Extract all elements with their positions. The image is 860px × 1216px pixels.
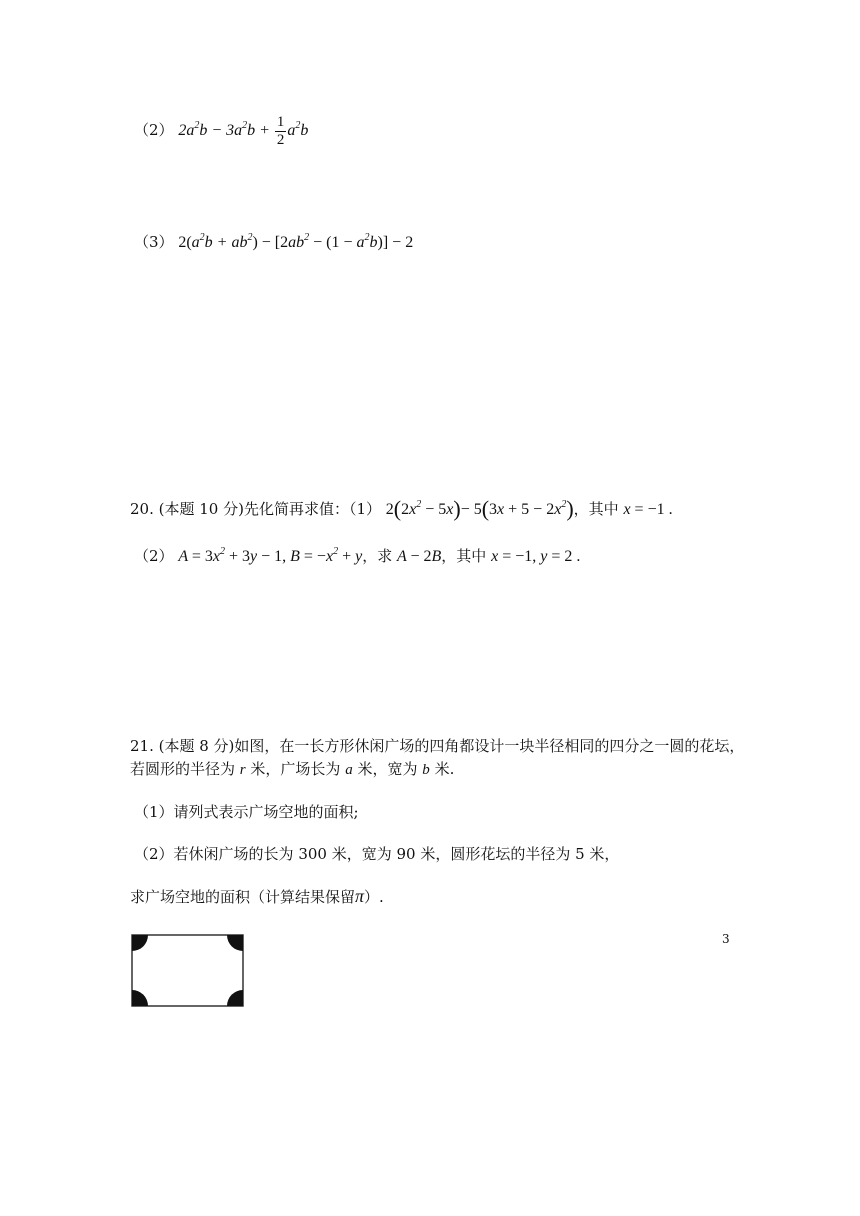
q19-part3-expression: $2(a^2b + ab^2) - [2ab^2 - (1 - a^2b)] - 2$ bbox=[178, 232, 414, 251]
q21-line2-text-b: 米，广场长为 bbox=[250, 760, 341, 778]
q21-var-b: b bbox=[422, 762, 430, 778]
q21-sub1: （1）请列式表示广场空地的面积; bbox=[134, 803, 359, 821]
q20-part1-label: （1） bbox=[348, 500, 381, 518]
q21-line2-text-a: 若圆形的半径为 bbox=[130, 760, 236, 778]
q21-sub3-text-a: 求广场空地的面积（计算结果保留 bbox=[130, 888, 356, 906]
q19-part2-label: （2） bbox=[134, 121, 174, 140]
q21-line2-text-c: 米，宽为 bbox=[357, 760, 418, 778]
q21-var-a: a bbox=[345, 762, 353, 778]
q20-part1-expression: $2(2x^2 - 5x)- 5(3x + 5 - 2x^2)$ bbox=[385, 496, 574, 521]
q20-part2-target: A − 2B bbox=[397, 548, 442, 565]
q21-sub2: （2）若休闲广场的长为 300 米，宽为 90 米，圆形花坛的半径为 5 米， bbox=[134, 845, 620, 863]
q21-line1: 21. (本题 8 分)如图，在一长方形休闲广场的四角都设计一块半径相同的四分之一圆的花坛， bbox=[130, 737, 745, 755]
q20-part2-where: ，其中 bbox=[441, 547, 487, 565]
q19-part3 bbox=[134, 231, 413, 254]
plaza-figure bbox=[131, 934, 245, 1008]
q19-part2-expression: $2a^2b - 3a^2b$ + $\frac{1}{2}$ $a^2b$ bbox=[178, 114, 309, 148]
q21-line2 bbox=[130, 758, 454, 781]
q20-line2 bbox=[134, 545, 580, 568]
q20-part1-condition: x = −1 . bbox=[623, 501, 673, 518]
page-number: 3 bbox=[722, 932, 730, 946]
q19-part3-label: （3） bbox=[134, 233, 174, 251]
q20-part2-condition: x = −1, y = 2 . bbox=[491, 548, 581, 565]
q20-part2-definitions: $A = 3x^2 + 3y - 1$, $B = -x^2 + y$ bbox=[178, 546, 363, 565]
q20-heading: 20. (本题 10 分)先化简再求值： bbox=[130, 500, 349, 518]
q20-part1-where: ，其中 bbox=[573, 500, 619, 518]
q19-part2 bbox=[134, 114, 308, 149]
pi-symbol: π bbox=[355, 886, 365, 906]
q21-sub3 bbox=[130, 885, 384, 908]
q20-part2-label: （2） bbox=[134, 547, 174, 565]
plaza-rectangle bbox=[132, 935, 243, 1006]
q21-sub3-text-b: ）. bbox=[364, 888, 384, 906]
q20-part2-comma: ，求 bbox=[362, 547, 393, 565]
q21-line2-text-d: 米. bbox=[434, 760, 455, 778]
q21-var-r: r bbox=[239, 762, 246, 778]
q20-line1 bbox=[130, 498, 673, 521]
